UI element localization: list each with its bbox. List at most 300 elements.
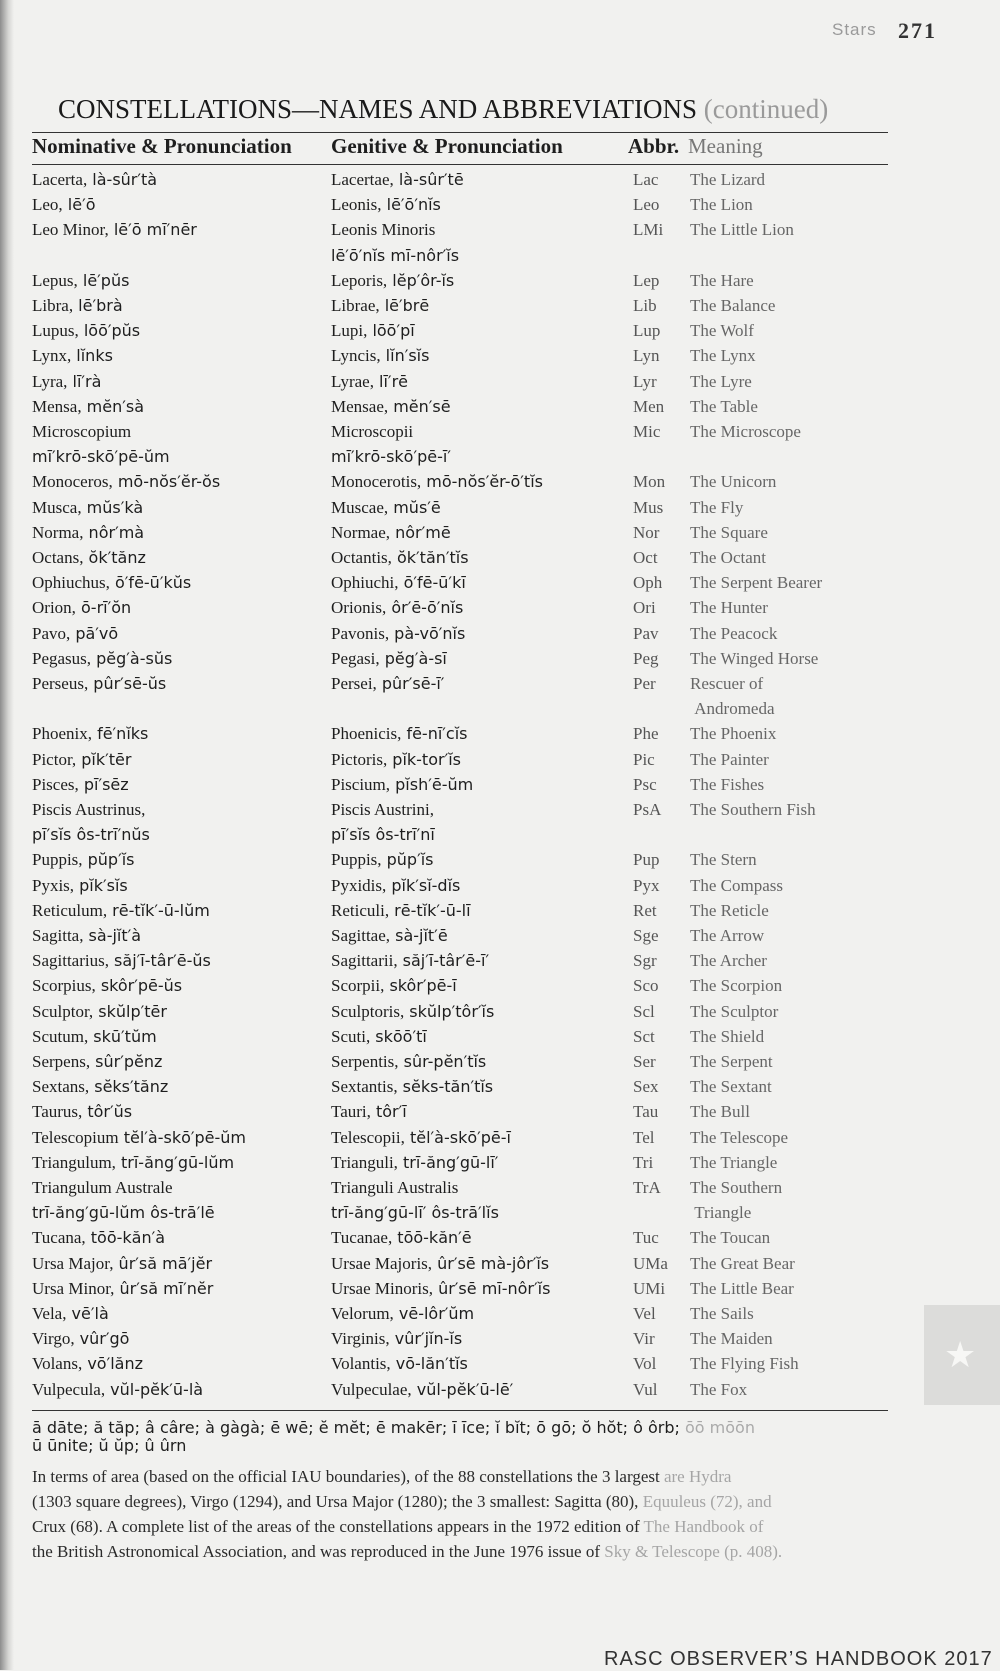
pronunciation: ŏk′tăn′tĭs [391, 548, 469, 567]
name: Musca, [32, 497, 82, 517]
pronunciation: pĕg′à-sī [379, 648, 447, 668]
nominative-cell [32, 1127, 246, 1149]
name: LMi [633, 220, 664, 240]
pronunciation: pī′sĭs ôs-trī′nī [331, 825, 435, 845]
nominative-cell [32, 1177, 173, 1199]
genitive-cell [331, 824, 435, 846]
meaning-cell [690, 925, 764, 947]
pronunciation: lĕp′ôr-ĭs [387, 270, 455, 290]
table-row [0, 1328, 960, 1353]
meaning-cell [690, 1202, 751, 1224]
table-row [0, 900, 960, 925]
meaning-cell [690, 1127, 788, 1149]
pronunciation: tôr′ī [370, 1102, 407, 1122]
name: Microscopii [331, 422, 414, 441]
name: Telescopii, [331, 1127, 405, 1147]
abbr-cell [633, 623, 659, 645]
name: The Telescope [690, 1127, 789, 1147]
name: Pup [633, 850, 660, 870]
genitive-cell [331, 572, 466, 594]
abbr-cell [633, 1051, 656, 1073]
name: Ophiuchi, [331, 573, 399, 593]
name: The Fishes [690, 774, 765, 794]
pronunciation: pûr′sē-ī′ [376, 674, 445, 693]
abbr-cell [633, 1328, 655, 1350]
pronunciation: pī′sĭs ôs-trī′nŭs [32, 825, 150, 845]
genitive-cell [331, 1353, 468, 1375]
pronunciation: trī-ăng′gū-lŭm [115, 1152, 235, 1172]
name: Sextantis, [331, 1077, 398, 1097]
name: Mensa, [32, 396, 82, 416]
name: Mensae, [331, 396, 389, 416]
name: Ret [633, 900, 657, 920]
name: The Southern Fish [690, 800, 816, 819]
nominative-cell [32, 1152, 234, 1174]
meaning-cell [690, 774, 764, 796]
name: Triangulum Australe [32, 1178, 173, 1197]
nominative-cell [32, 1379, 203, 1401]
pronunciation: sà-jĭt′ē [390, 926, 448, 945]
genitive-cell [331, 1001, 494, 1023]
pronunciation: vō′lănz [82, 1354, 143, 1374]
name: Scorpius, [32, 976, 96, 996]
name: Muscae, [331, 497, 389, 517]
table-row [0, 774, 960, 799]
nominative-cell [32, 1001, 167, 1023]
name: Piscium, [331, 774, 391, 794]
name: Phe [633, 724, 659, 744]
abbr-cell [633, 194, 659, 216]
name: Lac [633, 170, 659, 189]
pronunciation: vŭl-pĕk′ū-lē′ [411, 1379, 514, 1399]
genitive-cell [331, 799, 434, 821]
name: The Painter [690, 749, 769, 769]
meaning-cell [690, 1379, 747, 1401]
genitive-cell [331, 446, 451, 468]
name: Puppis, [331, 850, 382, 870]
genitive-cell [331, 1202, 499, 1224]
nominative-cell [32, 950, 211, 972]
nominative-cell [32, 824, 150, 846]
table-row [0, 849, 960, 874]
pronunciation: tĕl′à-skō′pē-ŭm [118, 1127, 247, 1147]
name: Volantis, [331, 1354, 391, 1374]
name: Mon [633, 472, 666, 492]
pronunciation: lē′ō mī′nēr [108, 220, 197, 240]
name: Leo, [32, 195, 63, 215]
genitive-cell [331, 623, 465, 645]
genitive-cell [331, 471, 543, 493]
note-text-faded: Equuleus (72), and [638, 1492, 772, 1511]
name: Pic [633, 749, 655, 769]
nominative-cell [32, 572, 191, 594]
title-continued: (continued) [703, 94, 829, 124]
pronunciation: pĭk′sĭs [74, 875, 128, 895]
name: The Maiden [690, 1329, 773, 1349]
table-row [0, 1379, 960, 1404]
nominative-cell [32, 1051, 162, 1073]
table-row [0, 648, 960, 673]
name: Reticulum, [32, 900, 108, 920]
abbr-cell [633, 1278, 665, 1300]
name: Lep [633, 270, 660, 290]
nominative-cell [32, 497, 143, 519]
name: Lupi, [331, 321, 368, 341]
genitive-cell [331, 270, 454, 292]
page-number: 271 [898, 18, 937, 43]
nominative-cell [32, 471, 220, 493]
note-text: the British Astronomical Association, and was reproduced in the June 1976 issue of [32, 1542, 605, 1561]
pronunciation: sĕks′tănz [89, 1077, 169, 1097]
name: Lupus, [32, 321, 79, 341]
nominative-cell [32, 849, 135, 871]
name: Sge [633, 926, 659, 945]
table-row [0, 1101, 960, 1126]
name: Lup [633, 321, 661, 341]
genitive-cell [331, 1101, 407, 1123]
pronunciation: là-sûr′tà [87, 170, 158, 189]
name: Tau [633, 1102, 659, 1122]
table-row [0, 1076, 960, 1101]
name: Sgr [633, 951, 657, 971]
name: Psc [633, 774, 657, 794]
name: The Serpent Bearer [690, 573, 823, 593]
table-row [0, 194, 960, 219]
name: Leo Minor, [32, 220, 109, 240]
table-row [0, 421, 960, 446]
genitive-cell [331, 396, 451, 418]
name: Pisces, [32, 774, 79, 794]
table-row [0, 1202, 960, 1227]
pronunciation: trī-ăng′gū-lī′ [397, 1152, 499, 1172]
header-rule-bottom [32, 164, 888, 165]
meaning-cell [690, 623, 777, 645]
name: Peg [633, 648, 659, 668]
name: Ursae Minoris, [331, 1278, 433, 1298]
genitive-cell [331, 345, 429, 367]
note-text: Crux (68). A complete list of the areas of the constellations appears in the 1972 edition of [32, 1517, 644, 1536]
table-row [0, 1127, 960, 1152]
pronunciation: pĭk′tēr [76, 749, 132, 769]
name: The Table [690, 396, 758, 416]
meaning-cell [690, 1303, 754, 1325]
pronunciation: săj′ī-târ′ē-ī′ [397, 951, 490, 971]
meaning-cell [690, 522, 768, 544]
pronunciation: vō-lăn′tĭs [390, 1354, 468, 1374]
genitive-cell [331, 245, 459, 267]
name: Scorpii, [331, 976, 385, 996]
abbr-cell [633, 1076, 659, 1098]
meaning-cell [690, 295, 775, 317]
name: Pictoris, [331, 749, 388, 769]
table-row [0, 1177, 960, 1202]
pronunciation: mŭs′kà [81, 497, 144, 517]
abbr-cell [633, 1152, 653, 1174]
name: The Serpent [690, 1052, 773, 1071]
key-text: ā dāte; ă tăp; â câre; à gàgà; ē wē; ĕ mĕt; ē makēr; ī īce; ĭ bĭt; ō gō; ŏ hŏt; ô ôrb; [32, 1418, 680, 1437]
genitive-cell [331, 1328, 462, 1350]
table-row [0, 245, 960, 270]
name: Sagittae, [331, 926, 391, 945]
star-icon: ★ [944, 1335, 977, 1376]
pronunciation: trī-ăng′gū-lī′ ôs-trā′lĭs [331, 1203, 499, 1223]
name: The Triangle [690, 1152, 778, 1172]
name: The Fly [690, 497, 744, 517]
name: Octans, [32, 548, 84, 567]
table-row [0, 698, 960, 723]
pronunciation-key-line-2: ū ūnite; ŭ ŭp; û ûrn [32, 1436, 187, 1455]
name: The Balance [690, 296, 776, 315]
pronunciation: tôr′ŭs [82, 1102, 133, 1122]
genitive-cell [331, 774, 473, 796]
meaning-cell [690, 648, 818, 670]
genitive-cell [331, 1026, 427, 1048]
name: Vulpeculae, [331, 1379, 412, 1399]
pronunciation: sûr-pĕn′tĭs [398, 1052, 487, 1071]
pronunciation: pŭp′ĭs [381, 850, 434, 870]
note-text: In terms of area (based on the official IAU boundaries), of the 88 constellations the 3 largest [32, 1467, 660, 1486]
name: Reticuli, [331, 900, 390, 920]
pronunciation: vē′là [66, 1304, 109, 1323]
meaning-cell [690, 320, 754, 342]
genitive-cell [331, 1177, 458, 1199]
nominative-cell [32, 1278, 213, 1300]
name: Pavo, [32, 623, 71, 643]
name: Phoenicis, [331, 724, 402, 744]
pronunciation: tōō-kăn′ē [392, 1228, 472, 1248]
abbr-cell [633, 875, 659, 897]
name: Tel [633, 1127, 655, 1147]
pronunciation: lē′ō [62, 195, 96, 215]
table-row [0, 623, 960, 648]
nominative-cell [32, 1101, 132, 1123]
pronunciation: ûr′sē mà-jôr′ĭs [432, 1253, 550, 1273]
table-row [0, 471, 960, 496]
name: The Phoenix [690, 724, 777, 744]
pronunciation: pŭp′ĭs [82, 850, 135, 870]
name: TrA [633, 1178, 661, 1197]
note-text-faded: are Hydra [659, 1467, 732, 1486]
meaning-cell [690, 572, 822, 594]
name: Microscopium [32, 422, 132, 441]
meaning-cell [690, 1328, 773, 1350]
name: Serpentis, [331, 1052, 399, 1071]
name: Lyrae, [331, 371, 374, 391]
note-text-faded: Sky & Telescope (p. 408). [604, 1542, 783, 1561]
table-row [0, 396, 960, 421]
meaning-cell [690, 1152, 777, 1174]
name: Tucana, [32, 1228, 86, 1248]
abbr-cell [633, 597, 656, 619]
genitive-cell [331, 925, 448, 947]
note-line [32, 1489, 902, 1514]
meaning-cell [690, 194, 753, 216]
abbr-cell [633, 547, 658, 569]
name: Ophiuchus, [32, 573, 110, 593]
name: The Wolf [690, 321, 754, 341]
name: Tucanae, [331, 1228, 393, 1248]
name: Monocerotis, [331, 472, 422, 492]
name: Lacertae, [331, 170, 394, 189]
name: Leonis, [331, 195, 382, 215]
nominative-cell [32, 673, 166, 695]
meaning-cell [690, 497, 743, 519]
pronunciation: trī-ăng′gū-lŭm ôs-trā′lē [32, 1203, 215, 1223]
name: Vol [633, 1354, 657, 1374]
genitive-cell [331, 1379, 513, 1401]
meaning-cell [690, 345, 756, 367]
name: Telescopium [32, 1127, 119, 1147]
pronunciation: lōō′pī [367, 321, 415, 341]
genitive-cell [331, 219, 435, 241]
pronunciation: sûr′pĕnz [90, 1052, 163, 1071]
table-row [0, 597, 960, 622]
genitive-cell [331, 194, 441, 216]
genitive-cell [331, 421, 413, 443]
table-row [0, 446, 960, 471]
name: Vul [633, 1379, 658, 1399]
pronunciation: ō-rī′ŏn [75, 598, 132, 618]
name: Mus [633, 497, 664, 517]
name: Lyncis, [331, 346, 381, 366]
pronunciation: vûr′gō [74, 1329, 130, 1349]
genitive-cell [331, 1152, 498, 1174]
name: Nor [633, 522, 660, 542]
table-row [0, 1278, 960, 1303]
meaning-cell [690, 698, 775, 720]
abbr-cell [633, 1353, 656, 1375]
name: Monoceros, [32, 472, 113, 492]
table-row [0, 925, 960, 950]
name: The Peacock [690, 623, 778, 643]
name: Velorum, [331, 1304, 394, 1323]
name: The Shield [690, 1026, 765, 1046]
name: Sagittarius, [32, 951, 109, 971]
nominative-cell [32, 270, 129, 292]
nominative-cell [32, 774, 129, 796]
pronunciation: lē′brà [73, 296, 123, 315]
genitive-cell [331, 597, 463, 619]
abbr-cell [633, 396, 664, 418]
genitive-cell [331, 723, 468, 745]
pronunciation: sà-jĭt′à [83, 926, 142, 945]
name: Puppis, [32, 850, 83, 870]
abbr-cell [633, 1303, 656, 1325]
genitive-cell [331, 648, 447, 670]
name: Volans, [32, 1354, 83, 1374]
table-row [0, 749, 960, 774]
pronunciation: lē′brē [379, 296, 430, 315]
name: Sagittarii, [331, 951, 398, 971]
name: Norma, [32, 522, 84, 542]
genitive-cell [331, 295, 429, 317]
genitive-cell [331, 371, 408, 393]
pronunciation: pī′sēz [78, 774, 129, 794]
name: Vela, [32, 1304, 67, 1323]
nominative-cell [32, 194, 95, 216]
table-row [0, 723, 960, 748]
name: Sex [633, 1077, 659, 1097]
pronunciation: vûr′jĭn-ĭs [389, 1329, 463, 1349]
table-row [0, 547, 960, 572]
key-text-faded: ōō mōōn [679, 1418, 755, 1437]
name: Pictor, [32, 749, 77, 769]
abbr-cell [633, 749, 655, 771]
pronunciation: lĭnks [71, 346, 113, 366]
name: The Lynx [690, 346, 756, 366]
name: Leo [633, 195, 660, 215]
meaning-cell [690, 749, 769, 771]
table-row [0, 975, 960, 1000]
name: The Lizard [690, 170, 766, 189]
pronunciation: skôr′pē-ŭs [95, 976, 183, 996]
name: The Compass [690, 875, 784, 895]
genitive-cell [331, 169, 464, 191]
nominative-cell [32, 345, 113, 367]
table-row [0, 1152, 960, 1177]
name: UMi [633, 1278, 666, 1298]
name: Oph [633, 573, 663, 593]
pronunciation: nôr′mē [390, 522, 451, 542]
genitive-cell [331, 1227, 472, 1249]
name: Sct [633, 1026, 655, 1046]
name: Lyn [633, 346, 660, 366]
pronunciation: ō′fē-ū′kŭs [109, 573, 192, 593]
name: Lib [633, 296, 657, 315]
genitive-cell [331, 1127, 511, 1149]
meaning-cell [690, 975, 782, 997]
pronunciation: skū′tŭm [88, 1026, 157, 1046]
pronunciation: sĕks-tăn′tĭs [397, 1077, 494, 1097]
genitive-cell [331, 1253, 549, 1275]
nominative-cell [32, 1253, 212, 1275]
meaning-cell [690, 1051, 773, 1073]
name: Phoenix, [32, 724, 92, 744]
pronunciation: mī′krō-skō′pē-ī′ [331, 447, 451, 467]
name: Vir [633, 1329, 655, 1349]
name: The Little Bear [690, 1278, 794, 1298]
name: Rescuer of [690, 674, 764, 693]
abbr-cell [633, 1379, 657, 1401]
pronunciation: ûr′să mī′nĕr [114, 1278, 214, 1298]
genitive-cell [331, 875, 460, 897]
name: UMa [633, 1253, 668, 1273]
nominative-cell [32, 547, 146, 569]
running-head: Stars [832, 20, 877, 39]
name: Ursae Majoris, [331, 1253, 433, 1273]
table-row [0, 673, 960, 698]
pronunciation: pĕg′à-sŭs [91, 648, 173, 668]
abbr-cell [633, 471, 665, 493]
name: Lynx, [32, 346, 72, 366]
pronunciation: rē-tĭk′-ū-lī [389, 900, 471, 920]
abbr-cell [633, 1227, 659, 1249]
nominative-cell [32, 623, 118, 645]
name: The Unicorn [690, 472, 777, 492]
nominative-cell [32, 1227, 165, 1249]
abbr-cell [633, 849, 659, 871]
pronunciation: lī′rà [67, 371, 102, 391]
genitive-cell [331, 320, 415, 342]
abbr-cell [633, 950, 657, 972]
meaning-cell [690, 547, 766, 569]
pronunciation: skôr′pē-ī [384, 976, 457, 996]
meaning-cell [690, 799, 816, 821]
meaning-cell [690, 396, 758, 418]
name: Ursa Minor, [32, 1278, 115, 1298]
name: The Sculptor [690, 1001, 779, 1021]
nominative-cell [32, 320, 140, 342]
